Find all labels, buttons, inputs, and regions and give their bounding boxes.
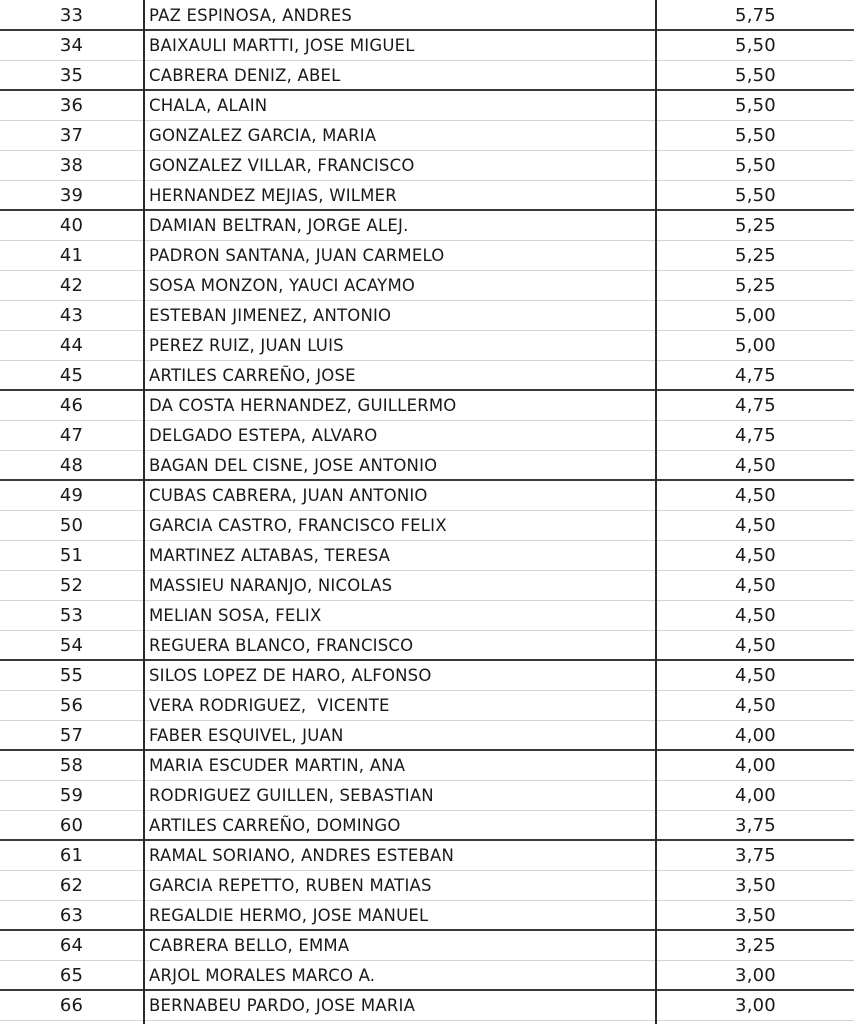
row-number: 34 <box>59 35 84 56</box>
participant-name: CUBAS CABRERA, JUAN ANTONIO <box>149 486 428 505</box>
participant-score: 5,50 <box>735 184 776 206</box>
table-row <box>0 571 854 601</box>
row-number: 60 <box>59 814 84 836</box>
table-row <box>0 751 854 781</box>
participant-score: 4,00 <box>735 755 776 776</box>
row-number: 44 <box>59 335 84 356</box>
row-number: 40 <box>59 215 84 236</box>
participant-name: REGALDIE HERMO, JOSE MANUEL <box>149 905 429 925</box>
row-number: 62 <box>59 875 84 896</box>
participant-name: DA COSTA HERNANDEZ, GUILLERMO <box>149 396 457 415</box>
participant-name: VERA RODRIGUEZ, VICENTE <box>149 696 390 715</box>
row-number: 35 <box>59 64 84 86</box>
participant-score: 4,75 <box>735 425 776 446</box>
participant-name: GARCIA REPETTO, RUBEN MATIAS <box>149 876 432 895</box>
table-row <box>0 301 854 331</box>
table-row <box>0 271 854 301</box>
participant-score: 3,75 <box>735 845 776 866</box>
table-row <box>0 181 854 211</box>
participant-name: MELIAN SOSA, FELIX <box>149 606 322 625</box>
participant-name: PAZ ESPINOSA, ANDRES <box>149 5 353 25</box>
participant-score: 5,25 <box>735 275 776 296</box>
table-row <box>0 31 854 61</box>
row-number: 42 <box>59 275 84 296</box>
participant-score: 3,00 <box>735 995 776 1016</box>
participant-score: 4,50 <box>735 545 776 566</box>
table-row <box>0 1 854 31</box>
table-row <box>0 691 854 721</box>
participant-name: BAGAN DEL CISNE, JOSE ANTONIO <box>149 455 438 475</box>
row-number: 45 <box>59 364 84 386</box>
participant-name: ARTILES CARREÑO, DOMINGO <box>149 815 401 835</box>
participant-name: MASSIEU NARANJO, NICOLAS <box>149 576 393 595</box>
column-divider-right <box>655 0 657 1024</box>
row-number: 55 <box>59 665 84 686</box>
participant-score: 5,50 <box>735 95 776 116</box>
table-row <box>0 361 854 391</box>
participant-name: GARCIA CASTRO, FRANCISCO FELIX <box>149 516 447 535</box>
participant-name: ARTILES CARREÑO, JOSE <box>149 365 356 385</box>
participant-score: 5,00 <box>735 305 776 326</box>
row-number: 61 <box>59 845 84 866</box>
row-number: 38 <box>59 155 84 176</box>
table-row <box>0 841 854 871</box>
participant-name: RAMAL SORIANO, ANDRES ESTEBAN <box>149 846 455 865</box>
participant-score: 3,50 <box>735 875 776 896</box>
participant-name: MARIA ESCUDER MARTIN, ANA <box>149 756 406 775</box>
participant-name: CABRERA BELLO, EMMA <box>149 936 350 955</box>
participant-score: 3,25 <box>735 935 776 956</box>
row-number: 59 <box>59 785 84 806</box>
table-row <box>0 721 854 751</box>
row-number: 36 <box>59 95 84 116</box>
table-row <box>0 151 854 181</box>
participant-score: 4,50 <box>735 665 776 686</box>
table-row <box>0 451 854 481</box>
participant-name: SILOS LOPEZ DE HARO, ALFONSO <box>149 666 432 685</box>
participant-score: 3,50 <box>735 904 776 926</box>
participant-score: 5,25 <box>735 245 776 266</box>
participant-score: 5,50 <box>735 125 776 146</box>
row-number: 50 <box>59 515 84 536</box>
participant-score: 5,50 <box>735 35 776 56</box>
table-row <box>0 511 854 541</box>
participant-name: PADRON SANTANA, JUAN CARMELO <box>149 246 445 265</box>
table-row <box>0 421 854 451</box>
row-number: 43 <box>59 305 84 326</box>
row-number: 46 <box>59 395 84 416</box>
participant-score: 5,00 <box>735 335 776 356</box>
row-number: 39 <box>59 184 84 206</box>
participant-score: 4,75 <box>735 364 776 386</box>
table-row <box>0 241 854 271</box>
table-row <box>0 331 854 361</box>
participant-name: GONZALEZ VILLAR, FRANCISCO <box>149 156 415 175</box>
table-row <box>0 391 854 421</box>
column-divider-left <box>143 0 145 1024</box>
participant-score: 4,75 <box>735 395 776 416</box>
participant-name: DELGADO ESTEPA, ALVARO <box>149 426 378 445</box>
row-number: 54 <box>59 634 84 656</box>
participant-name: HERNANDEZ MEJIAS, WILMER <box>149 185 397 205</box>
row-number: 48 <box>59 454 84 476</box>
table-row <box>0 811 854 841</box>
participant-score: 5,75 <box>735 4 776 26</box>
row-number: 63 <box>59 904 84 926</box>
participant-name: BERNABEU PARDO, JOSE MARIA <box>149 996 416 1015</box>
table-row <box>0 631 854 661</box>
participant-name: ESTEBAN JIMENEZ, ANTONIO <box>149 306 392 325</box>
table-row <box>0 991 854 1021</box>
participant-score: 5,50 <box>735 64 776 86</box>
participant-name: REGUERA BLANCO, FRANCISCO <box>149 635 414 655</box>
participant-score: 4,50 <box>735 634 776 656</box>
row-number: 66 <box>59 995 84 1016</box>
table-row <box>0 661 854 691</box>
participant-score: 4,50 <box>735 605 776 626</box>
participant-score: 5,50 <box>735 155 776 176</box>
table-row <box>0 781 854 811</box>
table-row <box>0 901 854 931</box>
row-number: 56 <box>59 695 84 716</box>
participant-name: RODRIGUEZ GUILLEN, SEBASTIAN <box>149 786 434 805</box>
table-row <box>0 541 854 571</box>
participant-score: 4,50 <box>735 485 776 506</box>
participant-score: 4,50 <box>735 515 776 536</box>
table-body <box>0 1 854 1021</box>
row-number: 37 <box>59 125 84 146</box>
participant-score: 5,25 <box>735 215 776 236</box>
table-row <box>0 481 854 511</box>
row-number: 53 <box>59 605 84 626</box>
participant-name: CABRERA DENIZ, ABEL <box>149 65 341 85</box>
table-row <box>0 931 854 961</box>
participant-name: FABER ESQUIVEL, JUAN <box>149 725 344 745</box>
participant-name: PEREZ RUIZ, JUAN LUIS <box>149 336 344 355</box>
table-row <box>0 601 854 631</box>
participant-name: DAMIAN BELTRAN, JORGE ALEJ. <box>149 216 409 235</box>
table-row <box>0 61 854 91</box>
participant-name: CHALA, ALAIN <box>149 96 268 115</box>
participant-score: 4,00 <box>735 785 776 806</box>
participant-name: MARTINEZ ALTABAS, TERESA <box>149 546 391 565</box>
row-number: 65 <box>59 964 84 986</box>
participant-name: ARJOL MORALES MARCO A. <box>149 965 376 985</box>
row-number: 33 <box>59 4 84 26</box>
row-number: 41 <box>59 245 84 266</box>
participant-score: 4,00 <box>735 724 776 746</box>
row-number: 57 <box>59 724 84 746</box>
row-number: 64 <box>59 935 84 956</box>
table-row <box>0 871 854 901</box>
participant-name: SOSA MONZON, YAUCI ACAYMO <box>149 276 416 295</box>
row-number: 49 <box>59 485 84 506</box>
table-row <box>0 121 854 151</box>
participant-name: GONZALEZ GARCIA, MARIA <box>149 126 377 145</box>
row-number: 47 <box>59 425 84 446</box>
table-row <box>0 91 854 121</box>
table-row <box>0 211 854 241</box>
participant-name: BAIXAULI MARTTI, JOSE MIGUEL <box>149 36 415 55</box>
participant-score: 4,50 <box>735 695 776 716</box>
row-number: 51 <box>59 545 84 566</box>
table-row <box>0 961 854 991</box>
participant-score: 3,75 <box>735 814 776 836</box>
participant-score: 4,50 <box>735 575 776 596</box>
row-number: 52 <box>59 575 84 596</box>
row-number: 58 <box>59 755 84 776</box>
participant-score: 4,50 <box>735 454 776 476</box>
participant-score: 3,00 <box>735 964 776 986</box>
